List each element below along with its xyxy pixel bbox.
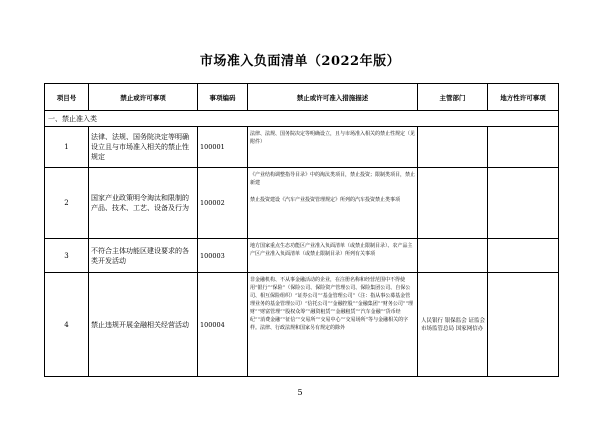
- row-measures: [248, 168, 418, 239]
- measure-text: 地方国家重点生态功能区产业准入负面清单（或禁止限制目录）、农产品主产区产业准入负面清单（或禁止限制目录）所列有关事项: [250, 243, 413, 257]
- row-item: 法律、法规、国务院决定等明确设立且与市场准入相关的禁止性规定: [89, 127, 198, 168]
- row-seq: 4: [45, 273, 89, 377]
- row-local: [488, 168, 559, 239]
- page-number: 5: [297, 388, 303, 397]
- row-local: [488, 239, 559, 273]
- measure-text: 法律、法规、国务院决定等明确设立，且与市场准入相关的禁止性规定（见附件）: [250, 131, 416, 145]
- row-seq: 2: [45, 168, 89, 239]
- row-measures: [248, 127, 418, 168]
- row-dept: [418, 127, 488, 168]
- row-seq: 1: [45, 127, 89, 168]
- table-row: [45, 168, 559, 239]
- header-seq: 项目号: [45, 84, 89, 111]
- table-row: [45, 273, 559, 377]
- row-code: 100004: [198, 273, 248, 377]
- row-item: 不符合主体功能区建设要求的各类开发活动: [89, 239, 198, 273]
- table-row: [45, 127, 559, 168]
- measure-text: 《产业结构调整指导目录》中的淘汰类项目，禁止投资；限制类项目，禁止新建: [250, 172, 416, 186]
- row-local: [488, 127, 559, 168]
- row-dept: 人民银行 银保监会 证监会 市场监管总局 国家网信办: [418, 273, 488, 377]
- header-dept: 主管部门: [418, 84, 488, 111]
- row-seq: 3: [45, 239, 89, 273]
- row-measures: [248, 239, 418, 273]
- row-item: 国家产业政策明令淘汰和限制的产品、技术、工艺、设备及行为: [89, 168, 198, 239]
- row-code: 100001: [198, 127, 248, 168]
- row-code: 100003: [198, 239, 248, 273]
- table-row: [45, 239, 559, 273]
- row-item: 禁止违规开展金融相关经营活动: [89, 273, 198, 377]
- table-header-row: [45, 84, 559, 111]
- header-item: 禁止或许可事项: [89, 84, 198, 111]
- category-row: [45, 111, 559, 127]
- row-measures: [248, 273, 418, 377]
- header-measures: 禁止或许可准入措施描述: [248, 84, 418, 111]
- category-label: 一、禁止准入类: [45, 111, 559, 127]
- measure-text: 非金融机构、不从事金融活动的企业，在注册名称和经营范围中不得使用“银行”“保险”（保险公司、保险资产管理公司、保险集团公司、自保公司、相互保险组织）“证券公司”“基金管理公司”（注：指从事公募基金管理业务的基金管理公司）“信托公司”“金融控股”“金融集团”“财务公司”“理财”“财富管理”“股权众筹”“融资租赁”“金融租赁”“汽车金融”“货币经纪”“消费金融”“征信”“交易所”“交易中心”“交易场所”等与金融相关的字样。法律、行政法规和国家另有规定的除外: [250, 277, 414, 331]
- row-code: 100002: [198, 168, 248, 239]
- header-local: 地方性许可事项: [488, 84, 559, 111]
- page-title: 市场准入负面清单（2022年版）: [199, 54, 401, 69]
- measure-text: 禁止投资建设《汽车产业投资管理规定》所列的汽车投资禁止类事项: [250, 197, 401, 203]
- negative-list-table: [44, 83, 559, 377]
- header-code: 事项编码: [198, 84, 248, 111]
- row-dept: [418, 168, 488, 239]
- row-dept: [418, 239, 488, 273]
- row-local: [488, 273, 559, 377]
